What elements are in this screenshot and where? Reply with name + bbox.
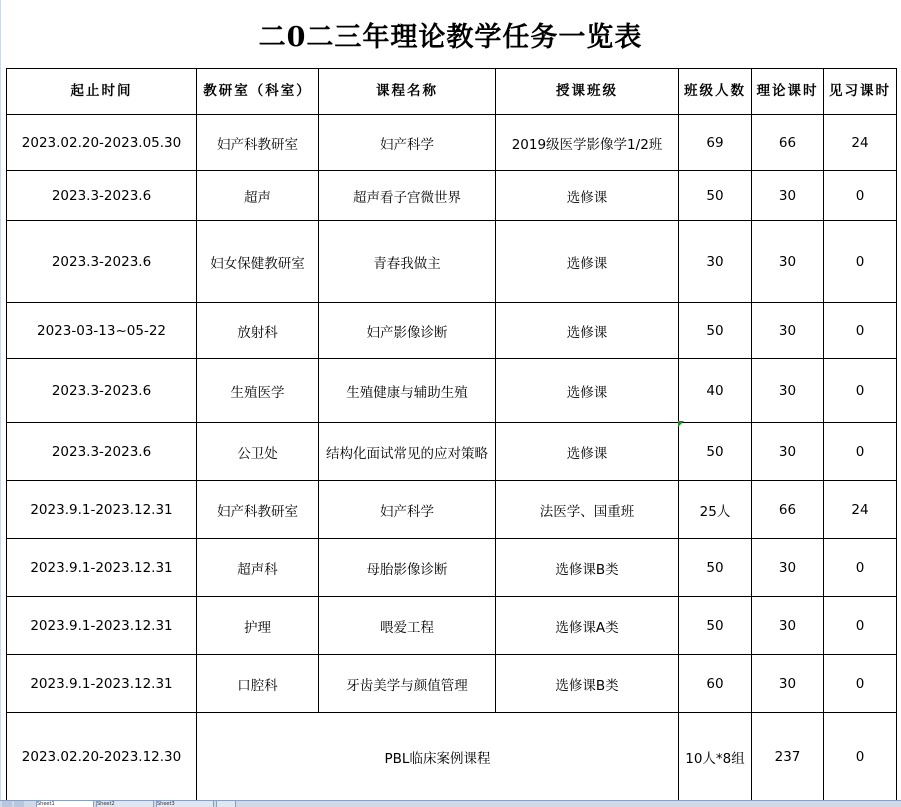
- header-period[interactable]: 起止时间: [7, 69, 197, 115]
- cell-students[interactable]: 60: [679, 655, 752, 713]
- cell-period[interactable]: 2023.02.20-2023.12.30: [7, 713, 197, 801]
- cell-theory[interactable]: 66: [752, 115, 824, 171]
- cell-theory[interactable]: 66: [752, 481, 824, 539]
- cell-course[interactable]: 喂爱工程: [319, 597, 496, 655]
- cell-class[interactable]: 选修课A类: [496, 597, 679, 655]
- header-theory[interactable]: 理论课时: [752, 69, 824, 115]
- cell-theory[interactable]: 30: [752, 655, 824, 713]
- header-dept[interactable]: 教研室（科室）: [197, 69, 319, 115]
- insert-sheet-icon[interactable]: [216, 801, 236, 807]
- cell-dept[interactable]: 妇产科教研室: [197, 481, 319, 539]
- cell-students[interactable]: 69: [679, 115, 752, 171]
- cell-period[interactable]: 2023.3-2023.6: [7, 171, 197, 221]
- cell-students[interactable]: 50: [679, 539, 752, 597]
- cell-students[interactable]: 50: [679, 303, 752, 359]
- table-row: [7, 303, 897, 359]
- cell-period[interactable]: 2023.3-2023.6: [7, 359, 197, 423]
- cell-students[interactable]: 25人: [679, 481, 752, 539]
- cell-practice[interactable]: 0: [824, 221, 897, 303]
- cell-theory[interactable]: 30: [752, 303, 824, 359]
- sheet-left-edge: [0, 0, 1, 800]
- cell-dept[interactable]: 口腔科: [197, 655, 319, 713]
- cell-practice[interactable]: 0: [824, 597, 897, 655]
- cell-practice[interactable]: 0: [824, 303, 897, 359]
- cell-students[interactable]: 40: [679, 359, 752, 423]
- cell-practice[interactable]: 0: [824, 655, 897, 713]
- table-row: [7, 539, 897, 597]
- cell-period[interactable]: 2023.9.1-2023.12.31: [7, 655, 197, 713]
- cell-dept[interactable]: 妇女保健教研室: [197, 221, 319, 303]
- cell-dept[interactable]: 放射科: [197, 303, 319, 359]
- table-row-merged: [7, 713, 897, 801]
- cell-course[interactable]: 生殖健康与辅助生殖: [319, 359, 496, 423]
- cell-course[interactable]: 妇产科学: [319, 115, 496, 171]
- cell-course[interactable]: 牙齿美学与颜值管理: [319, 655, 496, 713]
- cell-class[interactable]: 选修课: [496, 359, 679, 423]
- cell-class[interactable]: 法医学、国重班: [496, 481, 679, 539]
- cell-class[interactable]: 选修课B类: [496, 655, 679, 713]
- cell-period[interactable]: 2023.9.1-2023.12.31: [7, 539, 197, 597]
- cell-theory[interactable]: 30: [752, 221, 824, 303]
- cell-students[interactable]: 30: [679, 221, 752, 303]
- cell-course[interactable]: 妇产影像诊断: [319, 303, 496, 359]
- cell-period[interactable]: 2023-03-13~05-22: [7, 303, 197, 359]
- header-students[interactable]: 班级人数: [679, 69, 752, 115]
- cell-theory[interactable]: 30: [752, 171, 824, 221]
- cell-dept[interactable]: 超声科: [197, 539, 319, 597]
- cell-practice[interactable]: 0: [824, 713, 897, 801]
- table-row: [7, 481, 897, 539]
- cell-class[interactable]: 选修课: [496, 221, 679, 303]
- header-row: [7, 69, 897, 115]
- first-sheet-arrow-icon[interactable]: [2, 801, 12, 807]
- cell-course[interactable]: 青春我做主: [319, 221, 496, 303]
- table-row: [7, 655, 897, 713]
- table-row: [7, 115, 897, 171]
- cell-theory[interactable]: 237: [752, 713, 824, 801]
- cell-course-merged[interactable]: PBL临床案例课程: [197, 713, 679, 801]
- header-class[interactable]: 授课班级: [496, 69, 679, 115]
- cell-class[interactable]: 选修课: [496, 423, 679, 481]
- cell-practice[interactable]: 24: [824, 481, 897, 539]
- cell-dept[interactable]: 公卫处: [197, 423, 319, 481]
- cell-dept[interactable]: 护理: [197, 597, 319, 655]
- prev-sheet-arrow-icon[interactable]: [14, 801, 24, 807]
- cell-period[interactable]: 2023.02.20-2023.05.30: [7, 115, 197, 171]
- teaching-task-table: [6, 68, 897, 801]
- cell-theory[interactable]: 30: [752, 423, 824, 481]
- cell-practice[interactable]: 0: [824, 539, 897, 597]
- header-course[interactable]: 课程名称: [319, 69, 496, 115]
- cell-practice[interactable]: 0: [824, 423, 897, 481]
- tab-sheet2[interactable]: Sheet2: [96, 801, 154, 807]
- header-practice[interactable]: 见习课时: [824, 69, 897, 115]
- cell-students[interactable]: 50: [679, 171, 752, 221]
- cell-practice[interactable]: 24: [824, 115, 897, 171]
- tab-sheet3[interactable]: Sheet3: [156, 801, 214, 807]
- cell-theory[interactable]: 30: [752, 359, 824, 423]
- cell-period[interactable]: 2023.9.1-2023.12.31: [7, 481, 197, 539]
- cell-comment-marker-icon: [678, 421, 684, 427]
- table-row: [7, 171, 897, 221]
- cell-dept[interactable]: 妇产科教研室: [197, 115, 319, 171]
- cell-practice[interactable]: 0: [824, 171, 897, 221]
- cell-dept[interactable]: 生殖医学: [197, 359, 319, 423]
- cell-period[interactable]: 2023.3-2023.6: [7, 423, 197, 481]
- cell-period[interactable]: 2023.9.1-2023.12.31: [7, 597, 197, 655]
- table-row: [7, 359, 897, 423]
- cell-theory[interactable]: 30: [752, 539, 824, 597]
- table-row: [7, 423, 897, 481]
- cell-course[interactable]: 超声看子宫微世界: [319, 171, 496, 221]
- cell-theory[interactable]: 30: [752, 597, 824, 655]
- cell-course[interactable]: 母胎影像诊断: [319, 539, 496, 597]
- table-row: [7, 597, 897, 655]
- sheet-title: 二0二三年理论教学任务一览表: [258, 21, 643, 53]
- cell-course[interactable]: 妇产科学: [319, 481, 496, 539]
- cell-practice[interactable]: 0: [824, 359, 897, 423]
- cell-students[interactable]: 50: [679, 597, 752, 655]
- cell-period[interactable]: 2023.3-2023.6: [7, 221, 197, 303]
- cell-students[interactable]: 10人*8组: [679, 713, 752, 801]
- cell-class[interactable]: 选修课: [496, 171, 679, 221]
- cell-class[interactable]: 选修课: [496, 303, 679, 359]
- cell-class[interactable]: 2019级医学影像学1/2班: [496, 115, 679, 171]
- cell-course[interactable]: 结构化面试常见的应对策略: [319, 423, 496, 481]
- tab-sheet1[interactable]: Sheet1: [36, 801, 94, 807]
- cell-class[interactable]: 选修课B类: [496, 539, 679, 597]
- cell-dept[interactable]: 超声: [197, 171, 319, 221]
- cell-students[interactable]: 50: [679, 423, 752, 481]
- table-row: [7, 221, 897, 303]
